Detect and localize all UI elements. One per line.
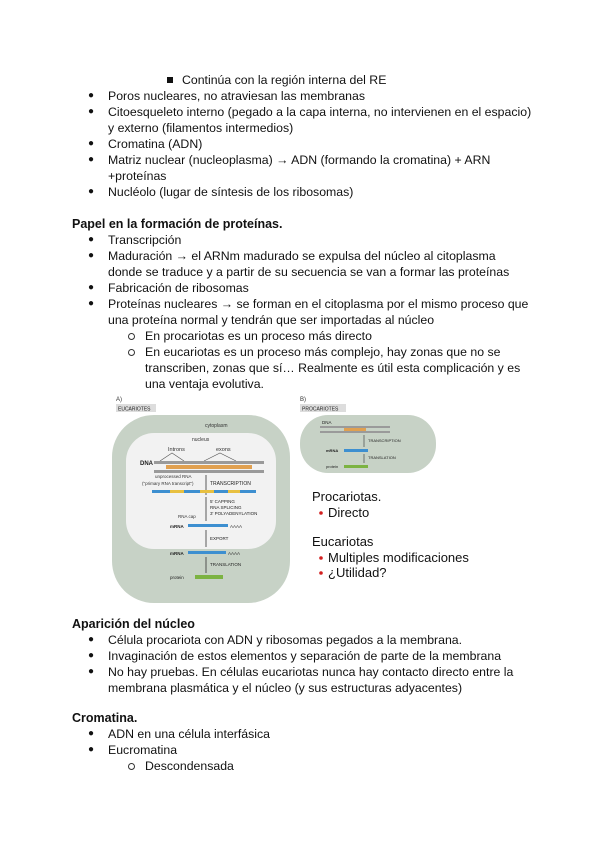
primary-transcript-yellow-2 — [200, 490, 214, 493]
prokaryotes-title: Procariotas. — [312, 489, 382, 504]
bullet-icon: ● — [88, 298, 95, 309]
transcription-label: TRANSCRIPTION — [210, 481, 251, 487]
list-item-continuation: +proteínas — [108, 169, 167, 183]
dna-strand-bottom — [154, 470, 264, 473]
primary-transcript-blue-1 — [152, 490, 170, 493]
gene-expression-figure — [0, 393, 600, 603]
dna-label: DNA — [140, 461, 153, 467]
bullet-icon: ● — [88, 728, 95, 739]
list-item: Fabricación de ribosomas — [108, 281, 249, 295]
nucleus-label: nucleus — [192, 437, 210, 443]
primary-transcript-blue-3 — [214, 490, 228, 493]
list-item: Maduración → el ARNm madurado se expulsa del núcleo al citoplasma — [108, 249, 496, 263]
primary-transcript-blue-2 — [184, 490, 200, 493]
circle-bullet-icon — [128, 333, 135, 340]
prok-protein — [344, 465, 368, 468]
polya-cytoplasm: AAAA — [228, 551, 241, 556]
processing-step-2: RNA SPLICING — [210, 505, 242, 510]
prok-dna-bottom — [320, 431, 390, 433]
panel-a-tag: EUCARIOTES — [118, 406, 151, 413]
translation-label: TRANSLATION — [210, 562, 242, 567]
exon-label: exons — [216, 447, 231, 453]
primary-transcript-label-1: unprocessed RNA — [155, 474, 192, 479]
primary-transcript-blue-4 — [240, 490, 256, 493]
sub-list-item-continuation: una ventaja evolutiva. — [145, 377, 264, 391]
prok-protein-label: protein — [326, 464, 339, 469]
primary-transcript-yellow-1 — [170, 490, 184, 493]
bullet-icon: ● — [88, 634, 95, 645]
list-item-continuation: membrana plasmática y el núcleo (y sus estructuras adyacentes) — [108, 681, 463, 695]
list-item: Invaginación de estos elementos y separación de parte de la membrana — [108, 649, 502, 663]
red-bullet-icon — [319, 571, 323, 575]
section-heading: Aparición del núcleo — [72, 617, 195, 631]
mrna-label-nucleus: mRNA — [170, 524, 184, 529]
bullet-icon: ● — [88, 106, 95, 117]
sub-list-item: Descondensada — [145, 759, 234, 773]
list-item: No hay pruebas. En células eucariotas nunca hay contacto directo entre la — [108, 665, 514, 679]
section-heading: Cromatina. — [72, 711, 138, 725]
circle-bullet-icon — [128, 349, 135, 356]
mrna-cytoplasm — [188, 551, 226, 554]
prok-dna-gene — [344, 428, 366, 431]
prok-dna-top — [320, 426, 390, 428]
bullet-icon: ● — [88, 90, 95, 101]
dna-exon — [166, 465, 252, 469]
bullet-icon: ● — [88, 650, 95, 661]
list-item: Célula procariota con ADN y ribosomas pegados a la membrana. — [108, 633, 463, 647]
bullet-icon: ● — [88, 744, 95, 755]
bullet-icon: ● — [88, 250, 95, 261]
red-bullet-icon — [319, 556, 323, 560]
bullet-icon: ● — [88, 186, 95, 197]
list-item: Proteínas nucleares → se forman en el citoplasma por el mismo proceso que — [108, 297, 529, 311]
red-bullet-icon — [319, 511, 323, 515]
list-item: Poros nucleares, no atraviesan las membranas — [108, 89, 365, 103]
primary-transcript-yellow-3 — [228, 490, 240, 493]
panel-b-tag: PROCARIOTES — [302, 406, 339, 413]
list-item-continuation: donde se traduce y a partir de su secuencia se van a formar las proteínas — [108, 265, 510, 279]
prok-mrna — [344, 449, 368, 452]
bullet-icon: ● — [88, 234, 95, 245]
protein-label: protein — [170, 575, 184, 580]
circle-bullet-icon — [128, 763, 135, 770]
list-item: Nucléolo (lugar de síntesis de los ribosomas) — [108, 185, 354, 199]
bullet-icon: ● — [88, 282, 95, 293]
prokaryotes-point: Directo — [328, 505, 370, 520]
primary-transcript-label-2: ("primary RNA transcript") — [142, 481, 194, 486]
processing-step-1: 5' CAPPING — [210, 499, 235, 504]
section-heading: Papel en la formación de proteínas. — [72, 217, 283, 231]
eukaryotes-title: Eucariotas — [312, 534, 374, 549]
export-label: EXPORT — [210, 536, 229, 541]
sub-list-item: En procariotas es un proceso más directo — [145, 329, 372, 343]
mrna-label-cytoplasm: mRNA — [170, 551, 184, 556]
dna-strand-top — [154, 461, 264, 464]
list-item: Cromatina (ADN) — [108, 137, 203, 151]
list-item: Eucromatina — [108, 743, 178, 757]
sub-list-item-continuation: transcriben, zonas que sí… Realmente es útil esta complicación y es — [145, 361, 521, 375]
bullet-icon: ● — [88, 154, 95, 165]
list-item-continuation: y externo (filamentos intermedios) — [108, 121, 294, 135]
intron-label: Introns — [168, 447, 185, 453]
list-item: Citoesqueleto interno (pegado a la capa interna, no intervienen en el espacio) — [108, 105, 532, 119]
prok-translation-label: TRANSLATION — [368, 455, 396, 460]
sub-list-item: En eucariotas es un proceso más complejo, hay zonas que no se — [145, 345, 501, 359]
list-item: Matriz nuclear (nucleoplasma) → ADN (formando la cromatina) + ARN — [108, 153, 491, 167]
rna-cap-label: RNA cap — [178, 514, 196, 519]
square-bullet-icon — [167, 77, 173, 83]
list-item: ADN en una célula interfásica — [108, 727, 270, 741]
processing-step-3: 3' POLYADENYLATION — [210, 511, 258, 516]
protein-bar — [195, 575, 223, 579]
bullet-icon: ● — [88, 666, 95, 677]
polya-nucleus: AAAA — [230, 524, 243, 529]
prok-mrna-label: mRNA — [326, 448, 339, 453]
prok-transcription-label: TRANSCRIPTION — [368, 438, 401, 443]
list-item-continuation: una proteína normal y tendrán que ser importadas al núcleo — [108, 313, 435, 327]
panel-a-letter: A) — [116, 397, 122, 403]
sub-item-re: Continúa con la región interna del RE — [182, 73, 387, 87]
mrna-nucleus — [188, 524, 228, 527]
list-item: Transcripción — [108, 233, 182, 247]
eukaryotes-point-1: Multiples modificaciones — [328, 550, 469, 565]
panel-b-letter: B) — [300, 397, 306, 403]
cytoplasm-label: cytoplasm — [205, 423, 228, 429]
bullet-icon: ● — [88, 138, 95, 149]
prokaryote-cell — [300, 415, 436, 473]
eukaryotes-point-2: ¿Utilidad? — [328, 565, 387, 580]
prok-dna-label: DNA — [322, 420, 332, 425]
